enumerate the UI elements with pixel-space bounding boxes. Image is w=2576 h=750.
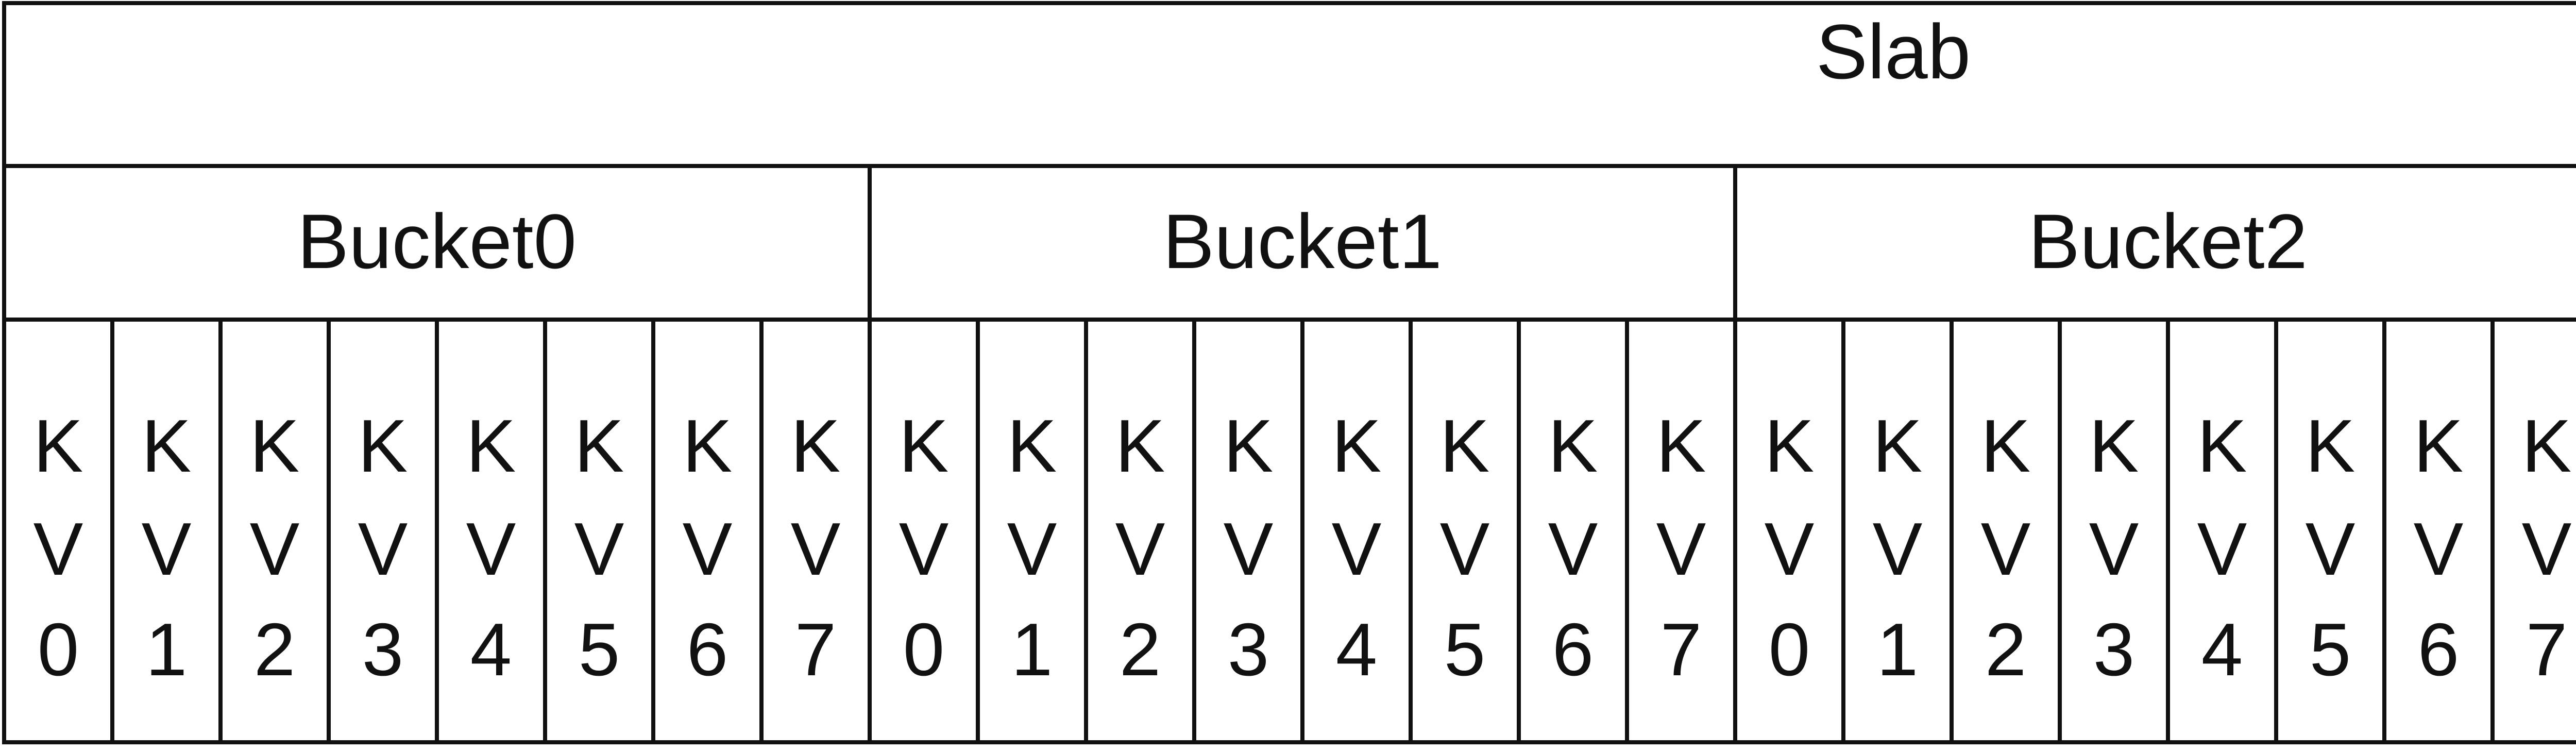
kv-char-b1-4-2: 4: [1335, 608, 1378, 691]
kv-char-b0-0-1: V: [33, 507, 83, 591]
kv-char-b0-5-2: 5: [578, 608, 620, 691]
kv-char-b2-2-1: V: [1980, 507, 2031, 591]
kv-char-b0-6-2: 6: [686, 608, 728, 691]
bucket-label-0: Bucket0: [297, 198, 577, 285]
kv-char-b0-1-2: 1: [145, 608, 188, 691]
kv-char-b2-1-1: V: [1872, 507, 1923, 591]
kv-char-b1-3-1: V: [1223, 507, 1274, 591]
kv-char-b0-1-1: V: [141, 507, 192, 591]
kv-char-b1-2-2: 2: [1119, 608, 1161, 691]
kv-char-b0-2-0: K: [249, 404, 300, 488]
kv-char-b0-3-2: 3: [362, 608, 404, 691]
kv-char-b0-5-1: V: [574, 507, 624, 591]
kv-char-b1-3-2: 3: [1227, 608, 1269, 691]
kv-char-b2-1-2: 1: [1876, 608, 1919, 691]
kv-char-b2-5-1: V: [2305, 507, 2355, 591]
kv-char-b0-4-2: 4: [470, 608, 512, 691]
kv-char-b2-2-0: K: [1980, 404, 2031, 488]
kv-char-b0-2-1: V: [249, 507, 300, 591]
kv-char-b0-3-1: V: [358, 507, 408, 591]
kv-char-b2-3-0: K: [2089, 404, 2139, 488]
kv-char-b2-5-2: 5: [2309, 608, 2351, 691]
kv-char-b1-1-0: K: [1007, 404, 1057, 488]
kv-char-b2-4-2: 4: [2201, 608, 2243, 691]
kv-char-b2-6-2: 6: [2417, 608, 2460, 691]
kv-char-b2-7-2: 7: [2526, 608, 2568, 691]
kv-char-b2-7-0: K: [2521, 404, 2572, 488]
kv-char-b1-6-0: K: [1548, 404, 1598, 488]
kv-char-b1-5-1: V: [1439, 507, 1490, 591]
bucket-label-1: Bucket1: [1163, 198, 1442, 285]
kv-char-b1-2-1: V: [1115, 507, 1165, 591]
kv-char-b2-0-1: V: [1764, 507, 1815, 591]
kv-char-b1-6-1: V: [1548, 507, 1598, 591]
kv-char-b1-5-2: 5: [1444, 608, 1486, 691]
kv-char-b0-1-0: K: [141, 404, 192, 488]
kv-char-b1-1-2: 1: [1011, 608, 1053, 691]
kv-char-b1-0-0: K: [899, 404, 949, 488]
kv-char-b1-0-2: 0: [903, 608, 945, 691]
kv-char-b1-3-0: K: [1223, 404, 1274, 488]
kv-char-b0-6-1: V: [682, 507, 733, 591]
kv-char-b0-0-0: K: [33, 404, 83, 488]
kv-char-b1-7-0: K: [1656, 404, 1706, 488]
kv-char-b2-0-0: K: [1764, 404, 1815, 488]
kv-char-b1-7-2: 7: [1660, 608, 1702, 691]
kv-char-b2-4-0: K: [2197, 404, 2247, 488]
kv-char-b2-3-2: 3: [2093, 608, 2135, 691]
kv-char-b1-4-1: V: [1331, 507, 1382, 591]
kv-char-b0-7-0: K: [790, 404, 841, 488]
kv-char-b1-2-0: K: [1115, 404, 1165, 488]
kv-char-b2-6-0: K: [2413, 404, 2464, 488]
kv-char-b0-4-0: K: [466, 404, 516, 488]
kv-char-b1-6-2: 6: [1552, 608, 1594, 691]
kv-char-b1-4-0: K: [1331, 404, 1382, 488]
kv-char-b0-7-2: 7: [794, 608, 837, 691]
kv-char-b0-4-1: V: [466, 507, 516, 591]
kv-char-b1-0-1: V: [899, 507, 949, 591]
kv-char-b2-0-2: 0: [1768, 608, 1810, 691]
kv-char-b0-3-0: K: [358, 404, 408, 488]
kv-char-b2-3-1: V: [2089, 507, 2139, 591]
kv-char-b1-1-1: V: [1007, 507, 1057, 591]
kv-char-b2-5-0: K: [2305, 404, 2355, 488]
kv-char-b2-6-1: V: [2413, 507, 2464, 591]
kv-char-b2-2-2: 2: [1985, 608, 2027, 691]
kv-char-b0-7-1: V: [790, 507, 841, 591]
kv-char-b1-5-0: K: [1439, 404, 1490, 488]
kv-char-b2-7-1: V: [2521, 507, 2572, 591]
kv-char-b2-1-0: K: [1872, 404, 1923, 488]
kv-char-b0-0-2: 0: [37, 608, 79, 691]
kv-char-b0-2-2: 2: [253, 608, 296, 691]
kv-char-b2-4-1: V: [2197, 507, 2247, 591]
kv-char-b1-7-1: V: [1656, 507, 1706, 591]
slab-label: Slab: [1816, 8, 1971, 95]
kv-char-b0-5-0: K: [574, 404, 624, 488]
bucket-label-2: Bucket2: [2028, 198, 2308, 285]
kv-char-b0-6-0: K: [682, 404, 733, 488]
